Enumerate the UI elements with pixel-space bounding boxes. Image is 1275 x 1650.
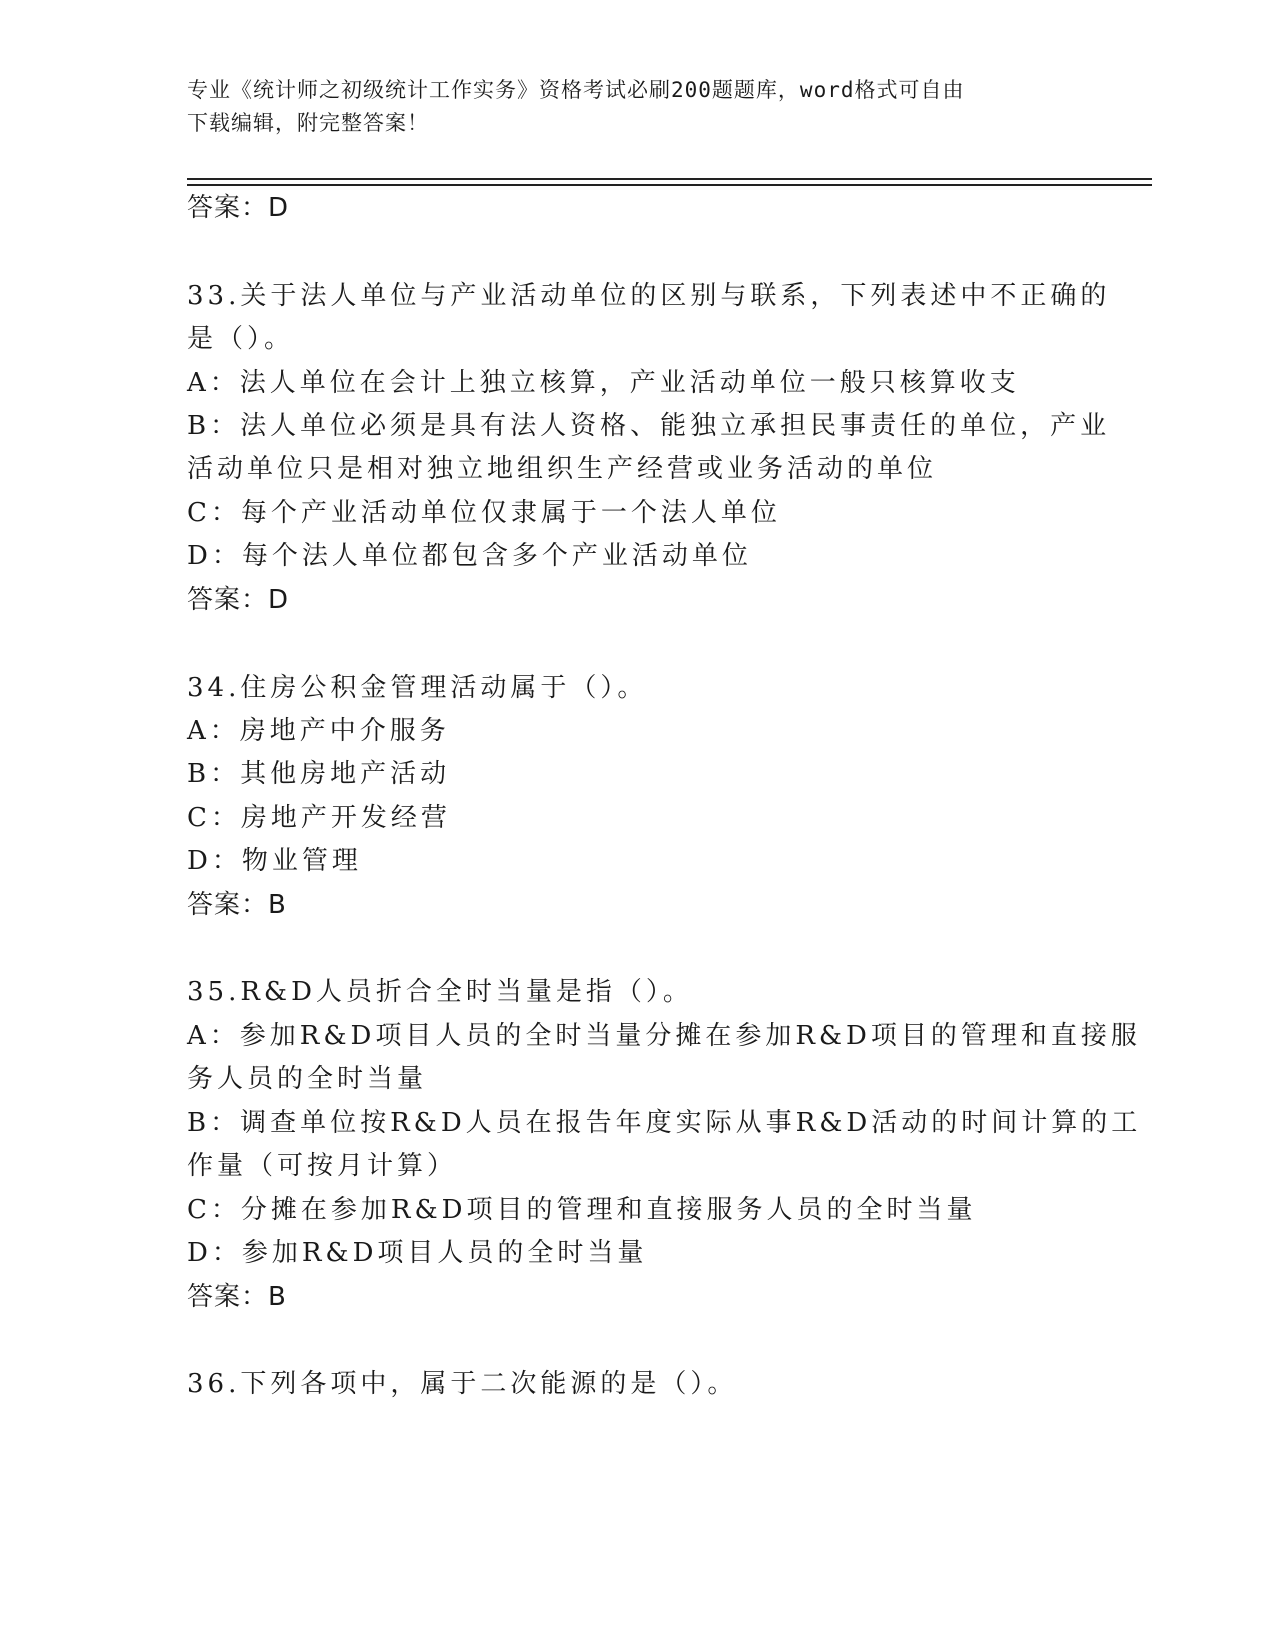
option-a: A：法人单位在会计上独立核算，产业活动单位一般只核算收支 bbox=[187, 368, 1020, 398]
header-line: 专业《统计师之初级统计工作实务》资格考试必刷200题题库，word格式可自由 bbox=[187, 78, 965, 102]
option-d: D：参加R&D项目人员的全时当量 bbox=[187, 1238, 648, 1268]
option-c: C：分摊在参加R&D项目的管理和直接服务人员的全时当量 bbox=[187, 1195, 977, 1225]
question-stem: 35.R&D人员折合全时当量是指（）。 bbox=[187, 977, 693, 1007]
header-divider bbox=[187, 178, 1152, 180]
document-header bbox=[187, 74, 1067, 140]
option-b: B：其他房地产活动 bbox=[187, 759, 451, 789]
option-a: A：房地产中介服务 bbox=[187, 716, 450, 746]
header-divider bbox=[187, 184, 1152, 186]
question-stem: 36.下列各项中，属于二次能源的是（）。 bbox=[187, 1369, 738, 1399]
answer-line: 答案：D bbox=[187, 585, 290, 615]
option-b: B：法人单位必须是具有法人资格、能独立承担民事责任的单位，产业 bbox=[187, 411, 1111, 441]
answer-line: 答案：D bbox=[187, 193, 290, 223]
option-a: 务人员的全时当量 bbox=[187, 1064, 428, 1094]
question-stem: 33.关于法人单位与产业活动单位的区别与联系，下列表述中不正确的 bbox=[187, 281, 1111, 311]
answer-line: 答案：B bbox=[187, 1282, 287, 1312]
option-b: B：调查单位按R&D人员在报告年度实际从事R&D活动的时间计算的工 bbox=[187, 1108, 1142, 1138]
option-a: A：参加R&D项目人员的全时当量分摊在参加R&D项目的管理和直接服 bbox=[187, 1021, 1141, 1051]
header-line: 下载编辑，附完整答案！ bbox=[187, 111, 429, 135]
option-b: 活动单位只是相对独立地组织生产经营或业务活动的单位 bbox=[187, 454, 938, 484]
option-c: C：每个产业活动单位仅隶属于一个法人单位 bbox=[187, 498, 781, 528]
option-d: D：物业管理 bbox=[187, 846, 362, 876]
option-b: 作量（可按月计算） bbox=[187, 1151, 458, 1181]
question-stem: 是（）。 bbox=[187, 324, 295, 354]
option-c: C：房地产开发经营 bbox=[187, 803, 451, 833]
option-d: D：每个法人单位都包含多个产业活动单位 bbox=[187, 541, 752, 571]
answer-line: 答案：B bbox=[187, 890, 287, 920]
question-stem: 34.住房公积金管理活动属于（）。 bbox=[187, 673, 648, 703]
